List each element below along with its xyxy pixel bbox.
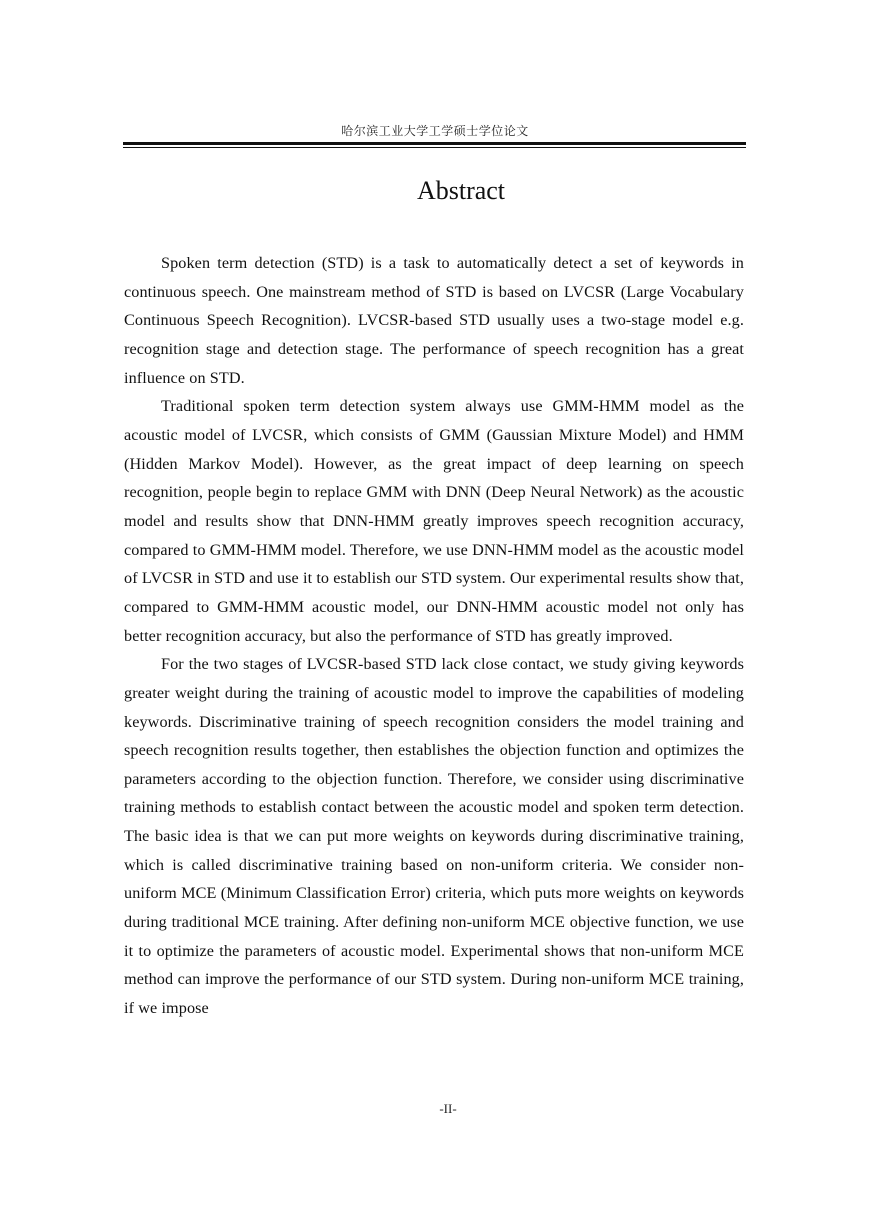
page-number: -II- <box>439 1101 457 1116</box>
header-rule <box>123 142 746 148</box>
header-rule-thin <box>123 147 746 148</box>
page-title: Abstract <box>416 176 506 205</box>
running-header: 哈尔滨工业大学工学硕士学位论文 <box>341 124 529 138</box>
paragraph-1: Spoken term detection (STD) is a task to automatically detect a set of keywords in continuous speech. One mainstream method of STD is based on LVCSR (Large Vocabulary Continuous Speech Recognition). LVCSR-based STD usually uses a two-stage model e.g. recognition stage and detection stage. The performance of speech recognition has a great influence on STD. <box>124 254 744 387</box>
header-rule-thick <box>123 142 746 145</box>
paragraph-3: For the two stages of LVCSR-based STD lack close contact, we study giving keywords greater weight during the training of acoustic model to improve the capabilities of modeling keywords. Discriminative training of speech recognition considers the model training and speech recognition results together, then establishes the objection function and optimizes the parameters according to the objection function. Therefore, we consider using discriminative training methods to establish contact between the acoustic model and spoken term detection. The basic idea is that we can put more weights on keywords during discriminative training, which is called discriminative training based on non-uniform criteria. We consider non-uniform MCE (Minimum Classification Error) criteria, which puts more weights on keywords during traditional MCE training. After defining non-uniform MCE objective function, we use it to optimize the parameters of acoustic model. Experimental shows that non-uniform MCE method can improve the performance of our STD system. During non-uniform MCE training, if we impose <box>124 655 744 1018</box>
abstract-body <box>124 249 744 1023</box>
paragraph-2: Traditional spoken term detection system always use GMM-HMM model as the acoustic model of LVCSR, which consists of GMM (Gaussian Mixture Model) and HMM (Hidden Markov Model). However, as the great impact of deep learning on speech recognition, people begin to replace GMM with DNN (Deep Neural Network) as the acoustic model and results show that DNN-HMM greatly improves speech recognition accuracy, compared to GMM-HMM model. Therefore, we use DNN-HMM model as the acoustic model of LVCSR in STD and use it to establish our STD system. Our experimental results show that, compared to GMM-HMM acoustic model, our DNN-HMM acoustic model not only has better recognition accuracy, but also the performance of STD has greatly improved. <box>124 397 744 645</box>
